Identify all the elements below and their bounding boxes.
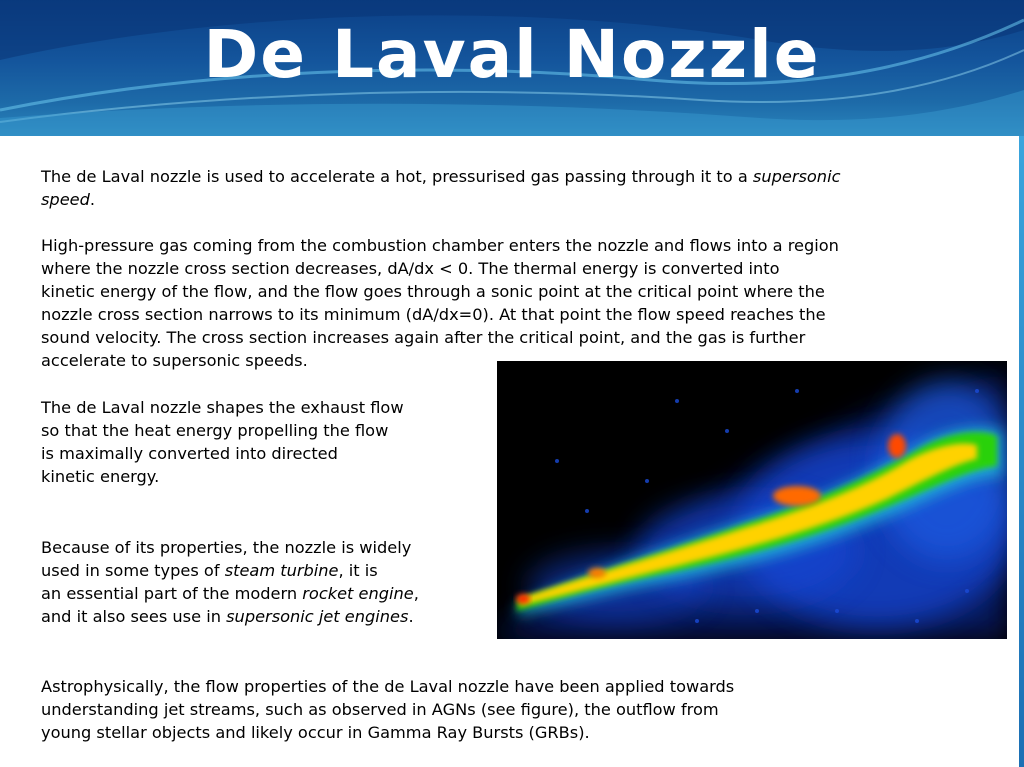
text-line: nozzle cross section narrows to its minimum (dA/dx=0). At that point the flow speed reaches the <box>41 305 826 324</box>
slide-title: De Laval Nozzle <box>203 16 821 93</box>
text-line: is maximally converted into directed <box>41 444 338 463</box>
paragraph-mechanism <box>41 234 839 372</box>
text-line: understanding jet streams, such as observed in AGNs (see figure), the outflow from <box>41 700 719 719</box>
agn-jet-icon <box>497 361 1007 639</box>
text-line: so that the heat energy propelling the flow <box>41 421 389 440</box>
text-line: sound velocity. The cross section increases again after the critical point, and the gas is further <box>41 328 806 347</box>
text-line: kinetic energy. <box>41 467 160 486</box>
text-line: an essential part of the modern rocket engine, <box>41 584 419 603</box>
text-line: kinetic energy of the flow, and the flow goes through a sonic point at the critical point where the <box>41 282 825 301</box>
right-edge-stripe <box>1019 136 1024 767</box>
text-line: speed. <box>41 190 96 209</box>
text-line: accelerate to supersonic speeds. <box>41 351 308 370</box>
agn-jet-image <box>497 361 1007 639</box>
text-line: Because of its properties, the nozzle is widely <box>41 538 412 557</box>
text-line: The de Laval nozzle shapes the exhaust flow <box>41 398 404 417</box>
paragraph-uses <box>41 536 419 628</box>
text-line: The de Laval nozzle is used to accelerate a hot, pressurised gas passing through it to a supersonic <box>41 167 841 186</box>
paragraph-intro <box>41 165 840 211</box>
text-line: where the nozzle cross section decreases, dA/dx < 0. The thermal energy is converted into <box>41 259 780 278</box>
text-line: High-pressure gas coming from the combustion chamber enters the nozzle and flows into a region <box>41 236 839 255</box>
text-line: Astrophysically, the flow properties of the de Laval nozzle have been applied towards <box>41 677 735 696</box>
text-line: young stellar objects and likely occur in Gamma Ray Bursts (GRBs). <box>41 723 590 742</box>
title-banner <box>0 0 1024 136</box>
text-line: used in some types of steam turbine, it is <box>41 561 378 580</box>
paragraph-exhaust <box>41 396 404 488</box>
paragraph-astrophysics <box>41 675 734 744</box>
text-line: and it also sees use in supersonic jet engines. <box>41 607 414 626</box>
